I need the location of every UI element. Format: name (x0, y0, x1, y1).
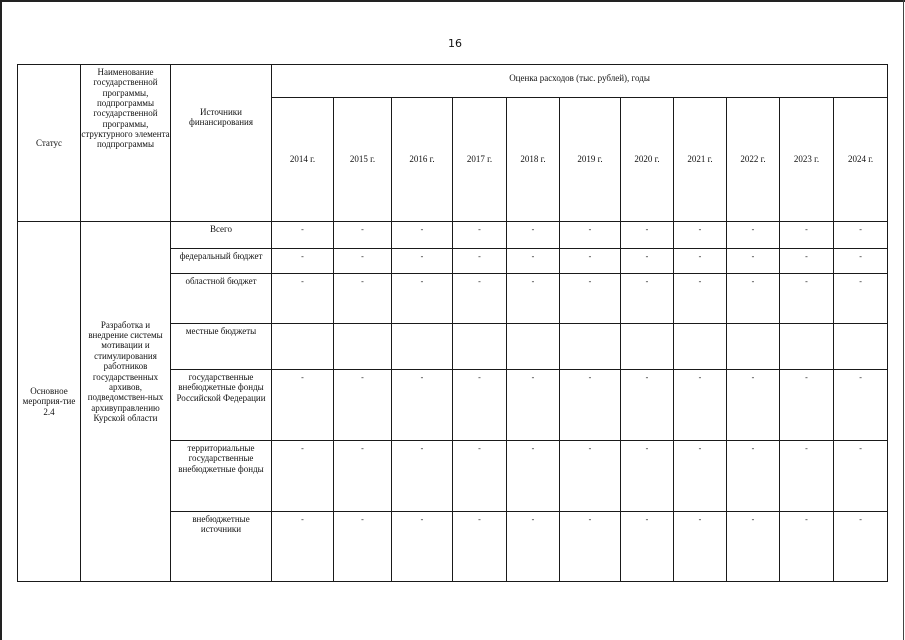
value-cell: - (560, 274, 621, 324)
value-cell: - (727, 222, 780, 249)
value-cell: - (272, 370, 334, 441)
value-cell: - (453, 512, 507, 582)
value-cell: - (674, 512, 727, 582)
value-cell (453, 324, 507, 370)
value-cell (334, 324, 392, 370)
value-cell: - (272, 222, 334, 249)
year-header: 2014 г. (272, 98, 334, 222)
value-cell: - (334, 249, 392, 274)
value-cell: - (507, 249, 560, 274)
value-cell: - (560, 370, 621, 441)
page-edge-right (903, 0, 904, 640)
value-cell: - (780, 222, 834, 249)
program-name-cell: Разработка и внедрение системы мотивации и стимулирования работников государственных архивов, подведомствен-ных архивуправлению Курской области (81, 222, 171, 582)
value-cell: - (674, 274, 727, 324)
year-header: 2021 г. (674, 98, 727, 222)
source-label: территориальные государственные внебюджетные фонды (171, 441, 272, 512)
value-cell: - (507, 222, 560, 249)
value-cell: - (834, 274, 888, 324)
value-cell: - (272, 249, 334, 274)
value-cell: - (560, 222, 621, 249)
source-label: государственные внебюджетные фонды Российской Федерации (171, 370, 272, 441)
page-number: 16 (448, 37, 462, 50)
value-cell: - (392, 249, 453, 274)
value-cell: - (621, 249, 674, 274)
value-cell: - (507, 512, 560, 582)
value-cell: - (834, 222, 888, 249)
value-cell: - (507, 274, 560, 324)
value-cell: - (272, 274, 334, 324)
value-cell: - (453, 441, 507, 512)
value-cell: - (334, 441, 392, 512)
value-cell: - (780, 274, 834, 324)
value-cell: - (834, 441, 888, 512)
value-cell (507, 324, 560, 370)
year-header: 2015 г. (334, 98, 392, 222)
value-cell: - (392, 441, 453, 512)
value-cell: - (727, 370, 780, 441)
value-cell (674, 324, 727, 370)
value-cell (392, 324, 453, 370)
year-header: 2018 г. (507, 98, 560, 222)
year-header: 2017 г. (453, 98, 507, 222)
source-label: местные бюджеты (171, 324, 272, 370)
year-header: 2022 г. (727, 98, 780, 222)
value-cell: - (453, 249, 507, 274)
value-cell: - (727, 441, 780, 512)
source-label: федеральный бюджет (171, 249, 272, 274)
value-cell: - (674, 222, 727, 249)
value-cell: - (674, 441, 727, 512)
value-cell: - (727, 249, 780, 274)
value-cell: - (272, 441, 334, 512)
value-cell: - (392, 370, 453, 441)
value-cell: - (834, 370, 888, 441)
value-cell: - (674, 249, 727, 274)
year-header: 2019 г. (560, 98, 621, 222)
value-cell: - (392, 512, 453, 582)
source-label: Всего (171, 222, 272, 249)
value-cell: - (621, 274, 674, 324)
value-cell: - (560, 441, 621, 512)
value-cell: - (780, 249, 834, 274)
page-edge-top (0, 0, 905, 2)
expenditure-table (17, 64, 888, 582)
value-cell: - (727, 274, 780, 324)
value-cell: - (621, 222, 674, 249)
value-cell: - (453, 274, 507, 324)
status-cell: Основное мероприя-тие 2.4 (18, 222, 81, 582)
year-header: 2016 г. (392, 98, 453, 222)
header-row (18, 65, 888, 98)
value-cell: - (560, 249, 621, 274)
page-edge-left (0, 0, 2, 640)
value-cell (780, 324, 834, 370)
value-cell: - (272, 512, 334, 582)
value-cell: - (453, 222, 507, 249)
value-cell: - (834, 249, 888, 274)
value-cell: - (453, 370, 507, 441)
value-cell: - (560, 512, 621, 582)
value-cell (560, 324, 621, 370)
source-label: областной бюджет (171, 274, 272, 324)
year-header: 2023 г. (780, 98, 834, 222)
header-estimate: Оценка расходов (тыс. рублей), годы (272, 65, 888, 98)
value-cell: - (507, 441, 560, 512)
value-cell: - (334, 274, 392, 324)
value-cell: - (621, 512, 674, 582)
source-label: внебюджетные источники (171, 512, 272, 582)
header-sources: Источники финансирования (171, 65, 272, 222)
value-cell (272, 324, 334, 370)
value-cell: - (674, 370, 727, 441)
value-cell: - (507, 370, 560, 441)
value-cell: - (392, 222, 453, 249)
value-cell (834, 324, 888, 370)
header-status: Статус (18, 65, 81, 222)
header-name: Наименование государственной программы, подпрограммы государственной программы, структурного элемента подпрограммы (81, 65, 171, 222)
year-header: 2024 г. (834, 98, 888, 222)
source-row (18, 222, 888, 249)
value-cell (727, 324, 780, 370)
value-cell: - (834, 512, 888, 582)
value-cell: - (621, 370, 674, 441)
value-cell: - (780, 370, 834, 441)
value-cell: - (780, 441, 834, 512)
value-cell: - (334, 222, 392, 249)
year-header: 2020 г. (621, 98, 674, 222)
value-cell: - (727, 512, 780, 582)
value-cell: - (334, 370, 392, 441)
value-cell: - (780, 512, 834, 582)
value-cell (621, 324, 674, 370)
value-cell: - (392, 274, 453, 324)
value-cell: - (334, 512, 392, 582)
value-cell: - (621, 441, 674, 512)
